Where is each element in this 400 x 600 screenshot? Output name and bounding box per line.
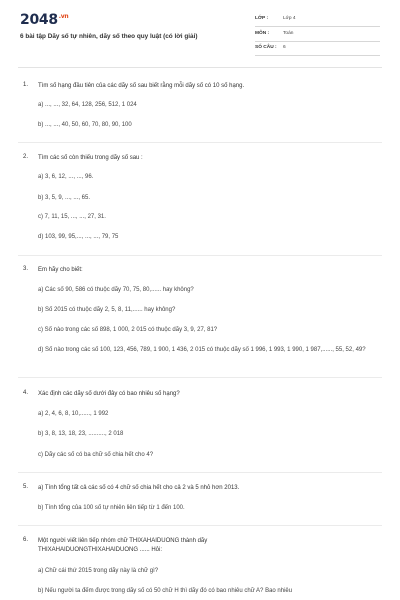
question-sub: a) Các số 90, 586 có thuộc dãy 70, 75, 80,...... hay không? — [38, 287, 194, 293]
page-header — [0, 0, 400, 66]
question-separator — [18, 142, 382, 143]
question-sub: b) Nếu người ta đếm được trong dãy số có 50 chữ H thì dãy đó có bao nhiêu chữ A? Bao nhiêu — [38, 588, 293, 594]
question-sub: c) 7, 11, 15, ..., ..., 27, 31. — [38, 214, 106, 220]
question-sub: a) 3, 6, 12, ..., ..., 96. — [38, 174, 94, 180]
question-separator — [18, 377, 382, 378]
question-sub: a) 2, 4, 6, 8, 10,......, 1 992 — [38, 411, 109, 417]
meta-info — [255, 14, 380, 58]
question-sub: d) 103, 99, 95,..., ..., ..., 79, 75 — [38, 234, 119, 240]
site-logo[interactable] — [20, 12, 68, 28]
meta-row-subject — [255, 29, 380, 42]
question-sub: a) ..., ..., 32, 64, 128, 256, 512, 1 024 — [38, 102, 137, 108]
question-number: 5. — [23, 484, 29, 490]
question-separator — [18, 255, 382, 256]
question-separator — [18, 472, 382, 473]
question-number: 4. — [23, 390, 29, 396]
meta-value: Lớp 4 — [283, 16, 296, 21]
meta-value: 6 — [283, 45, 286, 50]
meta-row-grade — [255, 14, 380, 27]
question-sub: b) Tính tổng của 100 số tự nhiên liên tiếp từ 1 đến 100. — [38, 505, 185, 511]
question-text: Một người viết liên tiếp nhóm chữ THIXAHAIDUONG thành dãy THIXAHAIDUONGTHIXAHAIDUONG ...... Hỏi: — [38, 538, 208, 553]
question-text: Tìm các số còn thiếu trong dãy số sau : — [38, 155, 143, 161]
question-number: 6. — [23, 537, 29, 543]
meta-value: Toán — [283, 30, 294, 36]
question-sub: d) Số nào trong các số 100, 123, 456, 789, 1 900, 1 436, 2 015 có thuộc dãy số 1 996, 1 993, 1 990, 1 987,......, 55, 52, 49? — [38, 347, 366, 353]
question-number: 3. — [23, 266, 29, 272]
document-title: 6 bài tập Dãy số tự nhiên, dãy số theo quy luật (có lời giải) — [20, 33, 198, 40]
question-sub: b) 3, 8, 13, 18, 23, .........., 2 018 — [38, 431, 124, 437]
question-sub: c) Dãy các số có ba chữ số chia hết cho 4? — [38, 452, 154, 458]
question-number: 2. — [23, 154, 29, 160]
question-text: Em hãy cho biết: — [38, 267, 83, 273]
logo-suffix: .vn — [58, 13, 69, 21]
header-divider — [18, 67, 382, 68]
meta-row-count — [255, 43, 380, 56]
question-sub: c) Số nào trong các số 898, 1 000, 2 015 có thuộc dãy 3, 9, 27, 81? — [38, 327, 218, 333]
question-number: 1. — [23, 82, 29, 88]
meta-label: MÔN : — [255, 30, 270, 36]
meta-label: SỐ CÂU : — [255, 45, 277, 50]
question-sub: b) Số 2015 có thuộc dãy 2, 5, 8, 11,...... hay không? — [38, 307, 176, 313]
question-text: Xác định các dãy số dưới đây có bao nhiêu số hạng? — [38, 391, 180, 397]
logo-main: 2048 — [20, 12, 58, 28]
question-sub: a) Chữ cái thứ 2015 trong dãy này là chữ gì? — [38, 568, 159, 574]
question-text: a) Tính tổng tất cả các số có 4 chữ số chia hết cho cả 2 và 5 nhỏ hơn 2013. — [38, 485, 240, 491]
question-text: Tìm số hạng đầu tiên của các dãy số sau biết rằng mỗi dãy số có 10 số hạng. — [38, 83, 245, 89]
question-separator — [18, 525, 382, 526]
meta-label: LỚP : — [255, 16, 269, 21]
question-sub: b) 3, 5, 9, ..., ..., 65. — [38, 195, 91, 201]
question-sub: b) ..., ..., 40, 50, 60, 70, 80, 90, 100 — [38, 122, 132, 128]
